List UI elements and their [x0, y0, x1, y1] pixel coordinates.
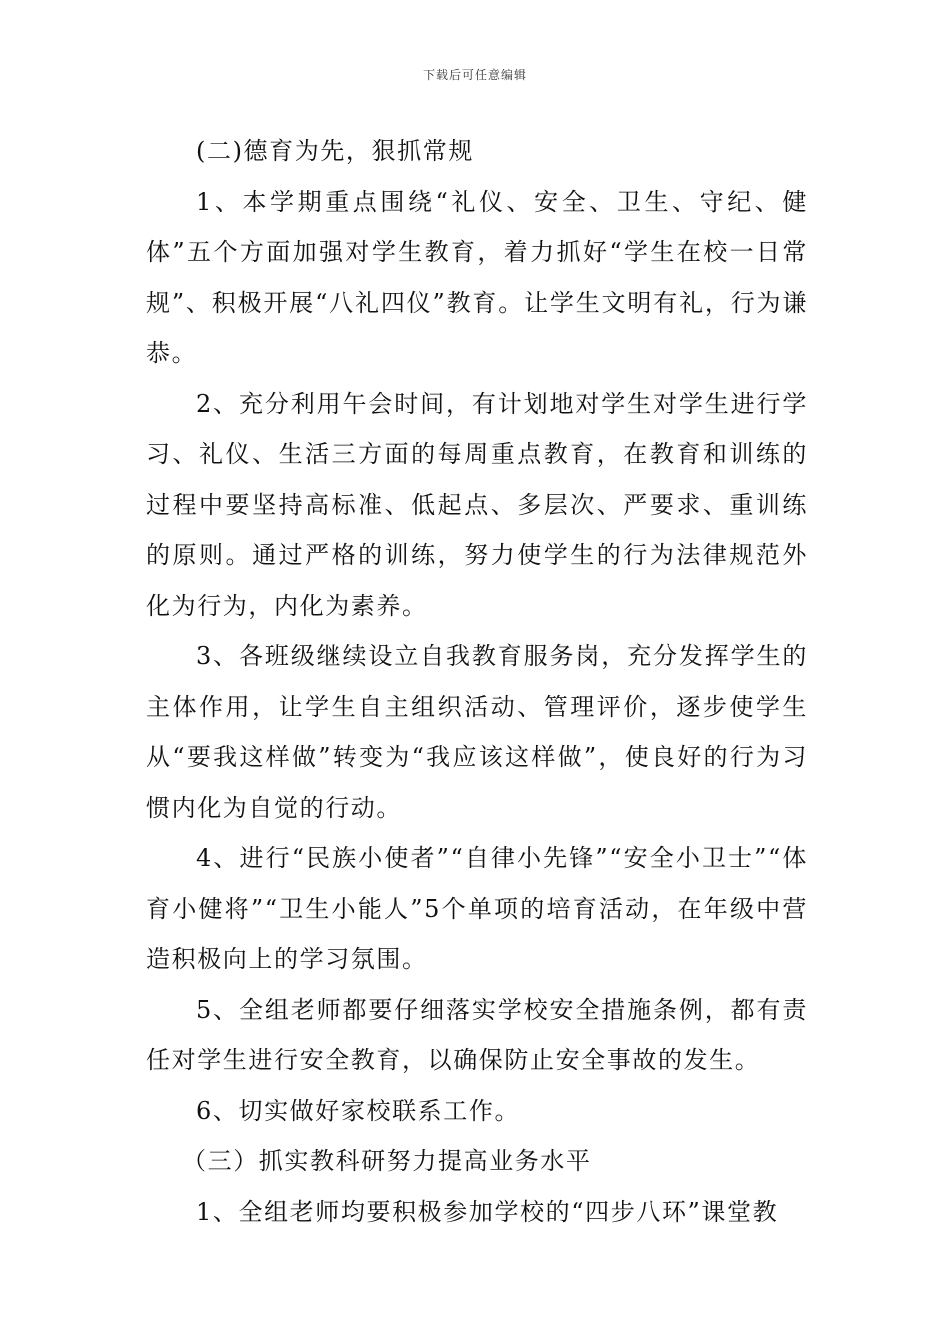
page-header: 下载后可任意编辑 [422, 68, 527, 82]
paragraph-item-2: 2、充分利用午会时间，有计划地对学生对学生进行学习、礼仪、生活三方面的每周重点教育，在教育和训练的过程中要坚持高标准、低起点、多层次、严要求、重训练的原则。通过严格的训练，努力使学生的行为法律规范外化为行为，内化为素养。 [146, 389, 808, 620]
document-body [146, 126, 808, 1237]
paragraph-item-1: 1、本学期重点围绕“礼仪、安全、卫生、守纪、健体”五个方面加强对学生教育，着力抓好“学生在校一日常规”、积极开展“八礼四仪”教育。让学生文明有礼，行为谦恭。 [146, 187, 808, 367]
paragraph-item-6: 6、切实做好家校联系工作。 [196, 1096, 521, 1125]
section-heading-moral-education: (二)德育为先，狠抓常规 [196, 137, 474, 165]
paragraph-item-3: 3、各班级继续设立自我教育服务岗，充分发挥学生的主体作用，让学生自主组织活动、管理评价，逐步使学生从“要我这样做”转变为“我应该这样做”，使良好的行为习惯内化为自觉的行动。 [146, 642, 808, 822]
paragraph-research-item-1: 1、全组老师均要积极参加学校的“四步八环”课堂教 [196, 1197, 779, 1226]
paragraph-item-4: 4、进行“民族小使者”“自律小先锋”“安全小卫士”“体育小健将”“卫生小能人”5个单项的培育活动，在年级中营造积极向上的学习氛围。 [146, 844, 808, 973]
paragraph-item-5: 5、全组老师都要仔细落实学校安全措施条例，都有责任对学生进行安全教育，以确保防止安全事故的发生。 [146, 995, 808, 1074]
section-heading-research: （三）抓实教科研努力提高业务水平 [182, 1147, 592, 1175]
